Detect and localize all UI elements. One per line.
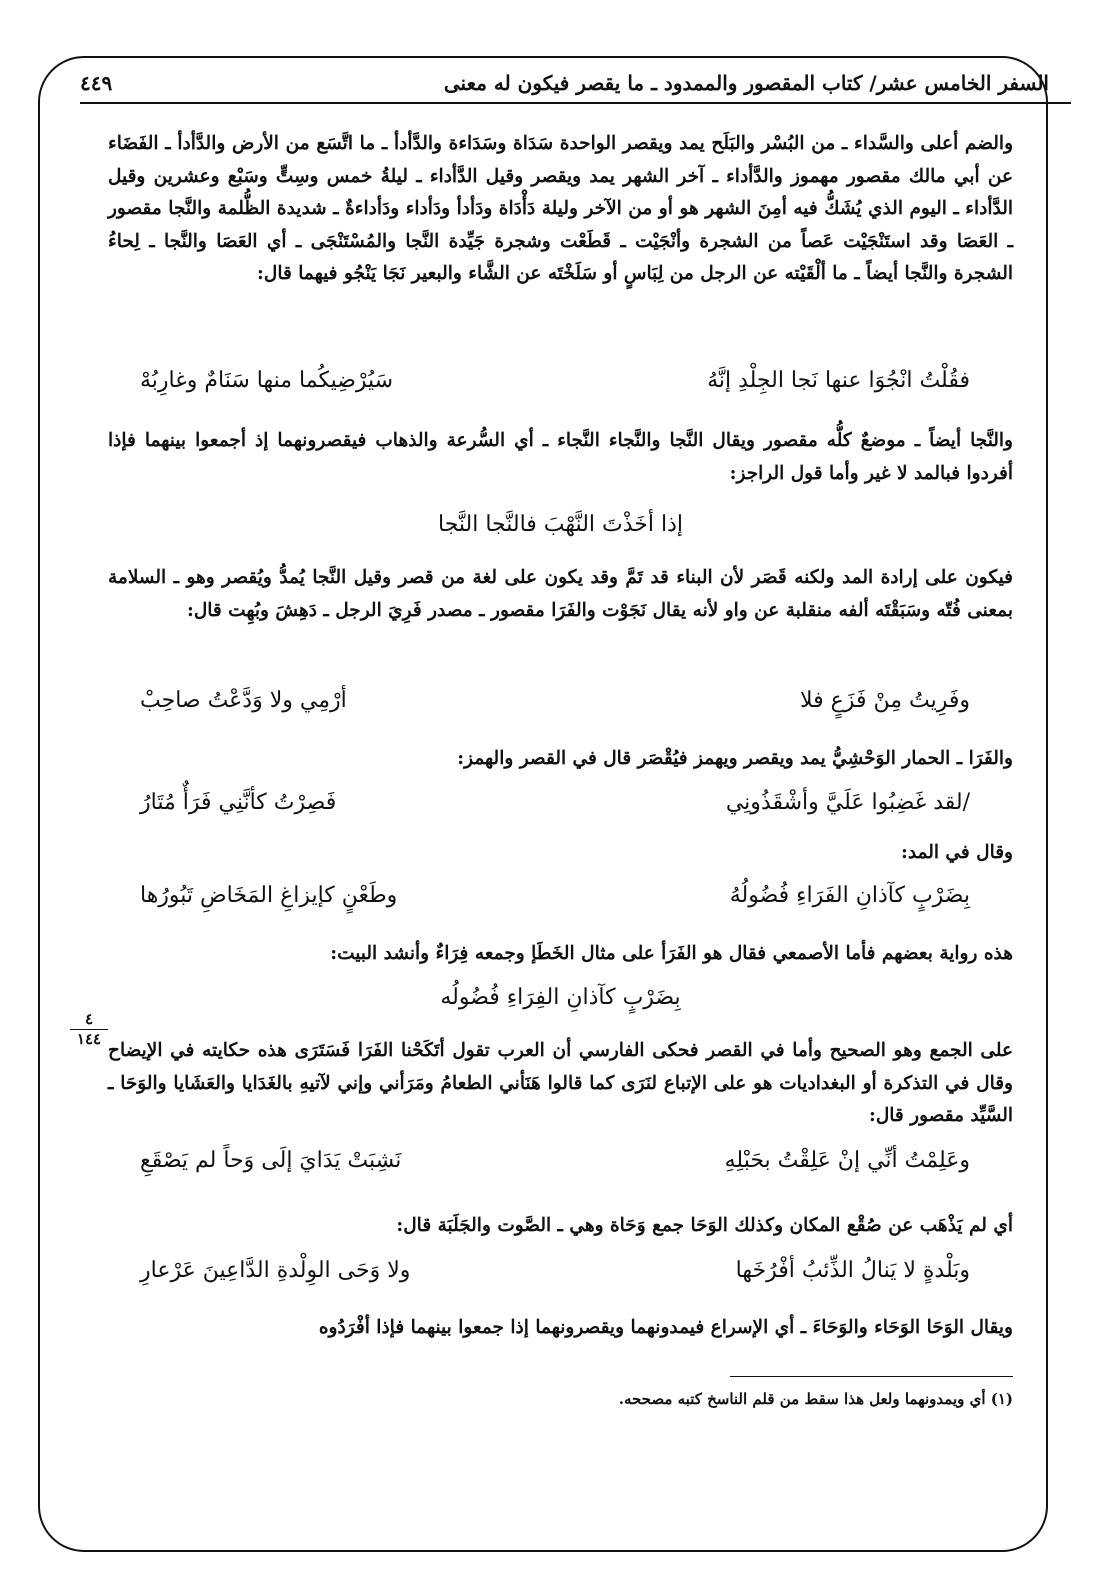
verse-5-first-hemistich: بِضَرْبٍ كآذانِ الفَرَاءِ فُضُولُهُ bbox=[729, 883, 970, 908]
page-number: ٤٤٩ bbox=[80, 71, 113, 95]
verse-7 bbox=[140, 1148, 970, 1173]
paragraph-4: والفَرَا ـ الحمار الوَحْشِيُّ يمد ويقصر ويهمز فيُقْصَر قال في القصر والهمز: bbox=[457, 748, 1013, 769]
running-header bbox=[80, 66, 1049, 100]
paragraph-5: وقال في المد: bbox=[900, 842, 1013, 863]
margin-reference-bottom: ١٤٤ bbox=[76, 1030, 102, 1048]
paragraph-7: على الجمع وهو الصحيح وأما في القصر فحكى الفارسي أن العرب تقول أتَكَحْنا الفَرَا فَسَتَرَى هذه حكايته في الإيضاح وقال في التذكرة أو البغداديات هو على الإتباع لنَرَى كما قالوا هَنَأني الطعامُ ومَرَأني وإني لآتيهِ بالغَدَايا والعَشَايا والوَحَا ـ السَّيِّد مقصور قال: bbox=[108, 1040, 1013, 1126]
verse-6: بِضَرْبٍ كآذانِ الفِرَاءِ فُضُولُه bbox=[440, 985, 681, 1010]
verse-7-second-hemistich: نَشِبَتْ يَدَايَ إلَى وَحاً لم يَصْقَعِ bbox=[140, 1148, 402, 1173]
verse-1-first-hemistich: فقُلْتُ انْجُوَا عنها نَجا الجِلْدِ إنَّهُ bbox=[707, 368, 970, 393]
margin-reference-top: ٤ bbox=[70, 1010, 108, 1030]
verse-8-first-hemistich: وبَلْدةٍ لا يَنالُ الذِّئبُ أفْرُخَها bbox=[735, 1258, 970, 1283]
paragraph-6: هذه رواية بعضهم فأما الأصمعي فقال هو الفَرَأ على مثال الخَطَإ وجمعه فِرَاءٌ وأنشد البيت: bbox=[330, 943, 1013, 964]
verse-7-first-hemistich: وعَلِمْتُ أنِّي إنْ عَلِقْتُ بحَبْلِهِ bbox=[724, 1148, 970, 1173]
verse-3-first-hemistich: وفَرِيتُ مِنْ فَزَعٍ فلا bbox=[800, 688, 970, 713]
header-rule bbox=[80, 102, 1071, 104]
paragraph-2: والنَّجا أيضاً ـ موضعٌ كلُّه مقصور ويقال النَّجا والنَّجاء النَّجاء ـ أي السُّرعة والذهاب فيقصرونهما إذ أجمعوا بينهما فإذا أفردوا فبالمد لا غير وأما قول الراجز: bbox=[108, 430, 1013, 484]
verse-5-second-hemistich: وطَعْنٍ كإيزاغِ المَخَاضِ تَبُورُها bbox=[140, 883, 398, 908]
verse-8-second-hemistich: ولا وَحَى الوِلْدةِ الدَّاعِينَ عَرْعارِ bbox=[140, 1258, 411, 1283]
header-title: السفر الخامس عشر/ كتاب المقصور والممدود ـ ما يقصر فيكون له معنى bbox=[443, 71, 1049, 95]
verse-4-second-hemistich: فَصِرْتُ كأنَّنِي فَرَأٌ مُتَارُ bbox=[140, 790, 337, 815]
paragraph-1: والضم أعلى والسَّداء ـ من البُسْر والبَلَح يمد ويقصر الواحدة سَدَاة وسَدَاءة والدَّأدأ ـ ما اتَّسَع من الأرض والدَّأدأ ـ الفَضَاء عن أبي مالك مقصور مهموز والدَّأداء ـ آخر الشهر يمد ويقصر وقيل الدَّأداء ـ ليلةُ خمس وسِتٍّ وسَبْع وعشرين وقيل الدَّأداء ـ اليوم الذي يُشَكُّ فيه أمِنَ الشهر هو أو من الآخر وليلة دَأْدَاة ودَأدأ ودَأداء ودَأداءةٌ ـ شديدة الظُّلمة والنَّجا مقصور ـ العَصَا وقد استَنْجَيْت عَصاً من الشجرة وأنْجَيْت ـ قَطَعْت وشجرة جَيِّدة النَّجا والمُسْتَنْجَى ـ أي العَصَا والنَّجا ـ لِحاءُ الشجرة والنَّجا أيضاً ـ ما ألْقَيْته عن الرجل من لِبَاسٍ أو سَلَخْتَه عن الشَّاء والبعير نَجَا يَنْجُو فيهما قال: bbox=[108, 133, 1013, 284]
verse-2: إذا أخَذْتَ النَّهْبَ فالنَّجا النَّجا bbox=[438, 512, 683, 537]
margin-reference bbox=[70, 1010, 108, 1048]
verse-1 bbox=[140, 368, 970, 393]
verse-8 bbox=[140, 1258, 970, 1283]
verse-4-first-hemistich: /لقد غَضِبُوا عَلَيَّ وأشْقَذُونِي bbox=[725, 790, 970, 815]
verse-5 bbox=[140, 883, 970, 908]
paragraph-8: أي لم يَذْهَب عن صُقْع المكان وكذلك الوَحَا جمع وَحَاة وهي ـ الصَّوت والجَلَبَة قال: bbox=[396, 1215, 1013, 1236]
verse-3 bbox=[140, 688, 970, 713]
paragraph-3: فيكون على إرادة المد ولكنه قَصَر لأن البناء قد تَمَّ وقد يكون على لغة من قصر وقيل النَّجا يُمدُّ ويُقصر وهو ـ السلامة بمعنى فُتّه وسَبَقْتَه ألفه منقلبة عن واو لأنه يقال نَجَوْت والفَرَا مقصور ـ مصدر فَرِيَ الرجل ـ دَهِشَ وبُهِت قال: bbox=[108, 567, 1013, 621]
footnote: (١) أي ويمدونهما ولعل هذا سقط من قلم الناسخ كتبه مصححه. bbox=[618, 1390, 1013, 1408]
verse-4 bbox=[140, 790, 970, 815]
paragraph-9: ويقال الوَحَا الوَحَاء والوَحَاءَ ـ أي الإسراع فيمدونهما ويقصرونهما إذا جمعوا بينهما فإذا أفْرَدُوه bbox=[318, 1317, 1013, 1338]
verse-1-second-hemistich: سَيُرْضِيكُما منها سَنَامٌ وغارِبُهْ bbox=[140, 368, 394, 393]
verse-3-second-hemistich: أرْمِي ولا وَدَّعْتُ صاحِبْ bbox=[140, 688, 347, 713]
footnote-rule bbox=[730, 1376, 1013, 1377]
